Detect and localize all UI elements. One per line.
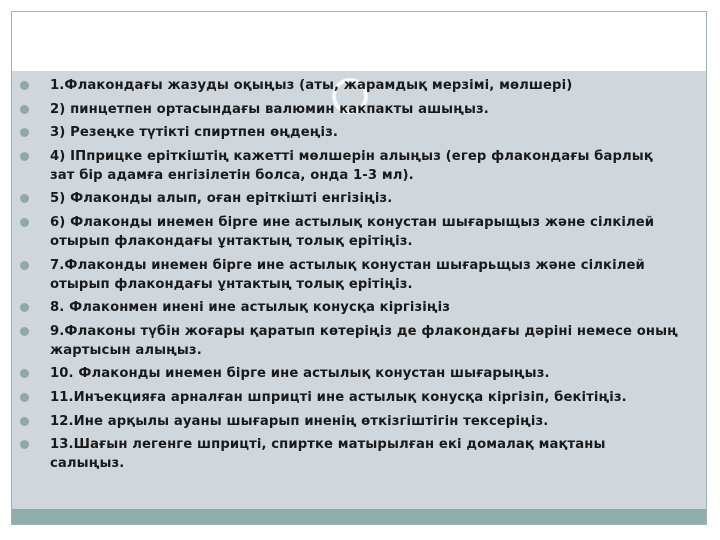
step-text: 2) пинцетпен ортасындағы валюмин какпакты ашыңыз. xyxy=(50,101,489,117)
bullet-icon xyxy=(20,81,29,90)
step-text: 1.Флакондағы жазуды оқыңыз (аты, жарамдық мерзімі, мөлшері) xyxy=(50,78,573,93)
step-text: 10. Флаконды инемен бірге ине астылық конустан шығарыңыз. xyxy=(50,366,550,382)
bullet-icon xyxy=(20,152,29,161)
step-text: 12.Ине арқылы ауаны шығарып иненің өткізгіштігін тексеріңіз. xyxy=(50,413,549,429)
list-item xyxy=(20,100,680,119)
bullet-icon xyxy=(20,194,29,203)
step-text: 9.Флаконы түбін жоғары қаратып көтеріңіз де флакондағы дәріні немесе оның жартысын алыңыз. xyxy=(50,323,678,358)
step-text: 5) Флаконды алып, оған еріткішті енгізіңіз. xyxy=(50,191,393,207)
bullet-icon xyxy=(20,440,29,449)
bullet-icon xyxy=(20,218,29,227)
bullet-icon xyxy=(20,417,29,426)
steps-list xyxy=(20,76,680,478)
list-item xyxy=(20,364,680,383)
bottom-accent-bar xyxy=(12,509,706,524)
list-item xyxy=(20,435,680,473)
bullet-icon xyxy=(20,261,29,270)
bullet-icon xyxy=(20,128,29,137)
step-text: 3) Резеңке түтікті спиртпен өңдеңіз. xyxy=(50,125,339,141)
list-item xyxy=(20,412,680,431)
step-text: 8. Флаконмен инені ине астылық конусқа кіргізіңіз xyxy=(50,300,450,316)
bullet-icon xyxy=(20,327,29,336)
bullet-icon xyxy=(20,303,29,312)
list-item xyxy=(20,298,680,317)
step-text: 11.Инъекцияға арналған шприцті ине астылық конусқа кіргізіп, бекітіңіз. xyxy=(50,389,627,405)
list-item xyxy=(20,322,680,360)
list-item xyxy=(20,213,680,251)
bullet-icon xyxy=(20,369,29,378)
list-item xyxy=(20,76,680,95)
bullet-icon xyxy=(20,105,29,114)
list-item xyxy=(20,388,680,407)
step-text: 4) IПприцке еріткіштің кажетті мөлшерін алыңыз (егер флакондағы барлық зат бір адамға енгізілетін болса, онда 1-3 мл). xyxy=(50,148,653,183)
bullet-icon xyxy=(20,393,29,402)
step-text: 13.Шағын легенге шприцті, спиртке матырылған екі домалақ мақтаны салыңыз. xyxy=(50,437,606,472)
list-item xyxy=(20,147,680,185)
list-item xyxy=(20,189,680,208)
step-text: 7.Флаконды инемен бірге ине астылық конустан шығарьщыз және сілкілей отырып флакондағы ұнтактың толық ерітіңіз. xyxy=(50,257,645,292)
list-item xyxy=(20,123,680,142)
list-item xyxy=(20,256,680,294)
step-text: 6) Флаконды инемен бірге ине астылық конустан шығарыщыз және сілкілей отырып флакондағы ұнтактың толық ерітіңіз. xyxy=(50,214,655,249)
